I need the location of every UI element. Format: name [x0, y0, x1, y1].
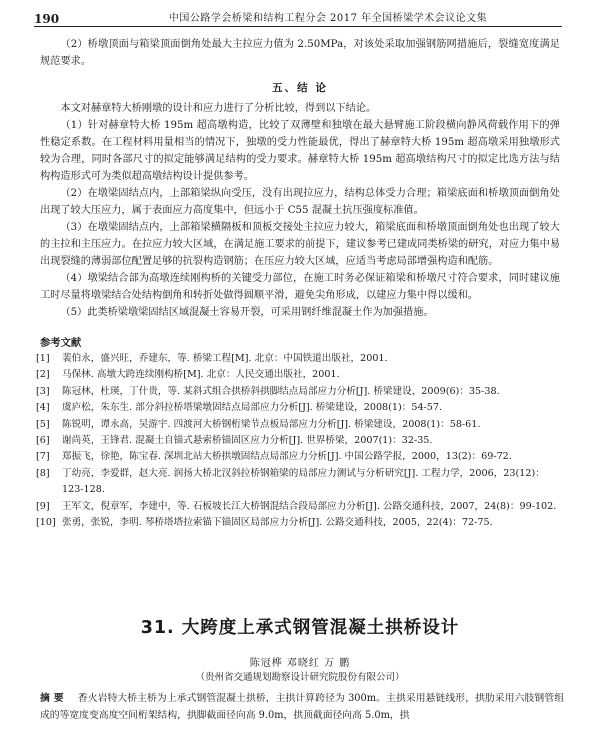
- conclusion-paragraph: （4）墩梁结合部为高墩连续刚构桥的关键受力部位，在施工时务必保证箱梁和桥墩尺寸符合要求，同时建议施工时尽量将墩梁结合处结构倒角和转折处做得圆顺平滑，避免尖角形成，以建应力集中得以缓和。: [40, 273, 560, 301]
- conclusion-paragraph: （3）在墩梁固结点内，上部箱梁横隔板和顶板交接处主拉应力较大，箱梁底面和桥墩顶面倒角处也出现了较大的主拉和主压应力。在拉应力较大区域，在满足施工要求的前提下，建议参考已建成同类桥梁的研究，对应力集中易出现裂缝的薄弱部位配置足够的抗裂构造钢筋；在压应力较大区域，应适当考虑局部增强构造和配筋。: [40, 222, 560, 267]
- reference-text: 谢尚英，王锋君. 混凝土自锚式悬索桥锚固区应力分析[J]. 世界桥梁，2007(1)：32-35.: [62, 435, 433, 447]
- conclusion-paragraph: （5）此类桥梁墩梁固结区域混凝土容易开裂，可采用钢纤维混凝土作为加强措施。: [60, 307, 434, 318]
- reference-number: [2]: [36, 369, 50, 381]
- next-article-title: 31. 大跨度上承式钢管混凝土拱桥设计: [140, 618, 460, 638]
- page-number: 190: [34, 12, 60, 26]
- reference-number: [5]: [36, 418, 50, 430]
- reference-text: 郑振飞，徐艳，陈宝春. 深圳北站大桥拱墩固结点局部应力分析[J]. 中国公路学报，2000，13(2)：69-72.: [62, 451, 512, 463]
- reference-text: 陈锐明，谭永高，吴游宇. 四渡河大桥钢桁梁节点板局部应力分析[J]. 桥梁建设，2008(1)：58-61.: [62, 418, 481, 430]
- conclusion-paragraph: 本文对赫章特大桥刚墩的设计和应力进行了分析比较，得到以下结论。: [60, 103, 377, 114]
- running-header: [34, 8, 562, 27]
- reference-item: [36, 466, 560, 499]
- abstract-label: 摘要: [40, 693, 68, 704]
- reference-item: [36, 449, 560, 465]
- reference-item: [36, 367, 560, 383]
- reference-number: [6]: [36, 435, 50, 447]
- reference-number: [9]: [36, 500, 50, 512]
- reference-list: [36, 351, 560, 531]
- carryover-paragraph: （2）桥墩顶面与箱梁顶面倒角处最大主拉应力值为 2.50MPa，对该处采取加强钢筋网措施后，裂缝宽度满足规范要求。: [40, 39, 560, 67]
- section-title: 五、结 论: [272, 82, 328, 94]
- next-article-authors: 陈冠桦 邓晓红 万 鹏: [249, 658, 351, 669]
- reference-number: [4]: [36, 402, 50, 414]
- reference-number: [1]: [36, 353, 50, 364]
- running-title: 中国公路学会桥梁和结构工程分会 2017 年全国桥梁学术会议论文集: [168, 13, 488, 24]
- carryover-paragraph-block: [40, 36, 560, 70]
- reference-item: [36, 351, 560, 367]
- reference-text: 马保林. 高墩大跨连续刚构桥[M]. 北京：人民交通出版社，2001.: [62, 369, 340, 381]
- reference-number: [10]: [36, 517, 56, 529]
- abstract-text: 香火岩特大桥主桥为上承式钢管混凝土拱桥，主拱计算跨径为 300m。主拱采用悬链线形，拱肋采用六肢钢管组成的等宽度变高度空间桁架结构，拱脚截面径向高 9.0m，拱顶截面径向高 5.0m，拱: [40, 693, 565, 721]
- reference-text: 王军文，倪章军，李建中，等. 石板坡长江大桥钢混结合段局部应力分析[J]. 公路交通科技，2007，24(8)：99-102.: [62, 500, 557, 512]
- conclusion-paragraph: （1）针对赫章特大桥 195m 超高墩构造，比较了双薄壁和独墩在最大悬臂施工阶段横向静风荷载作用下的弹性稳定系数。在工程材料用量相当的情况下，独墩的受力性能最优，得出了赫章特大桥 195m 超高墩采用独墩形式较为合理，同时各部尺寸的拟定能够满足结构的受力要求。赫章特大桥 195m 超高墩结构尺寸的拟定比选方法与结构构造形式可为类似超高墩结构设计提供参考。: [40, 120, 560, 182]
- reference-number: [3]: [36, 385, 50, 397]
- next-article-affiliation: （贵州省交通规划勘察设计研究院股份有限公司）: [195, 672, 405, 683]
- reference-text: 张勇，张锐，李明. 琴桥塔塔拉索锚下锚固区局部应力分析[J]. 公路交通科技，2005，22(4)：72-75.: [62, 517, 493, 529]
- next-article-abstract: [40, 690, 564, 724]
- reference-text: 虞庐松，朱东生. 部分斜拉桥塔梁墩固结点局部应力分析[J]. 桥梁建设，2008(1)：54-57.: [62, 402, 443, 414]
- reference-item: [36, 417, 560, 433]
- references-heading: 参考文献: [40, 337, 82, 349]
- reference-number: [7]: [36, 451, 50, 463]
- reference-text: 丁幼亮，李爱群，赵大亮. 润扬大桥北汊斜拉桥钢箱梁的局部应力测试与分析研究[J]. 工程力学，2006，23(12)：123-128.: [62, 467, 545, 496]
- reference-number: [8]: [36, 467, 50, 479]
- reference-item: [36, 433, 560, 449]
- reference-item: [36, 400, 560, 416]
- reference-item: [36, 499, 560, 515]
- conclusions-body: [40, 100, 560, 321]
- reference-text: 裴伯永，盛兴旺，乔建东，等. 桥梁工程[M]. 北京：中国铁道出版社，2001.: [62, 353, 388, 364]
- reference-item: [36, 515, 560, 531]
- conclusion-paragraph: （2）在墩梁固结点内，上部箱梁纵向受压，没有出现拉应力，结构总体受力合理；箱梁底面和桥墩顶面倒角处出现了较大压应力，属于表面应力高度集中，但远小于 C55 混凝土抗压强度标准值。: [40, 188, 560, 216]
- reference-item: [36, 384, 560, 400]
- reference-text: 陈冠林，杜瑛，丁什贵，等. 某斜式组合拱桥斜拱脚结点局部应力分析[J]. 桥梁建设，2009(6)：35-38.: [62, 385, 500, 397]
